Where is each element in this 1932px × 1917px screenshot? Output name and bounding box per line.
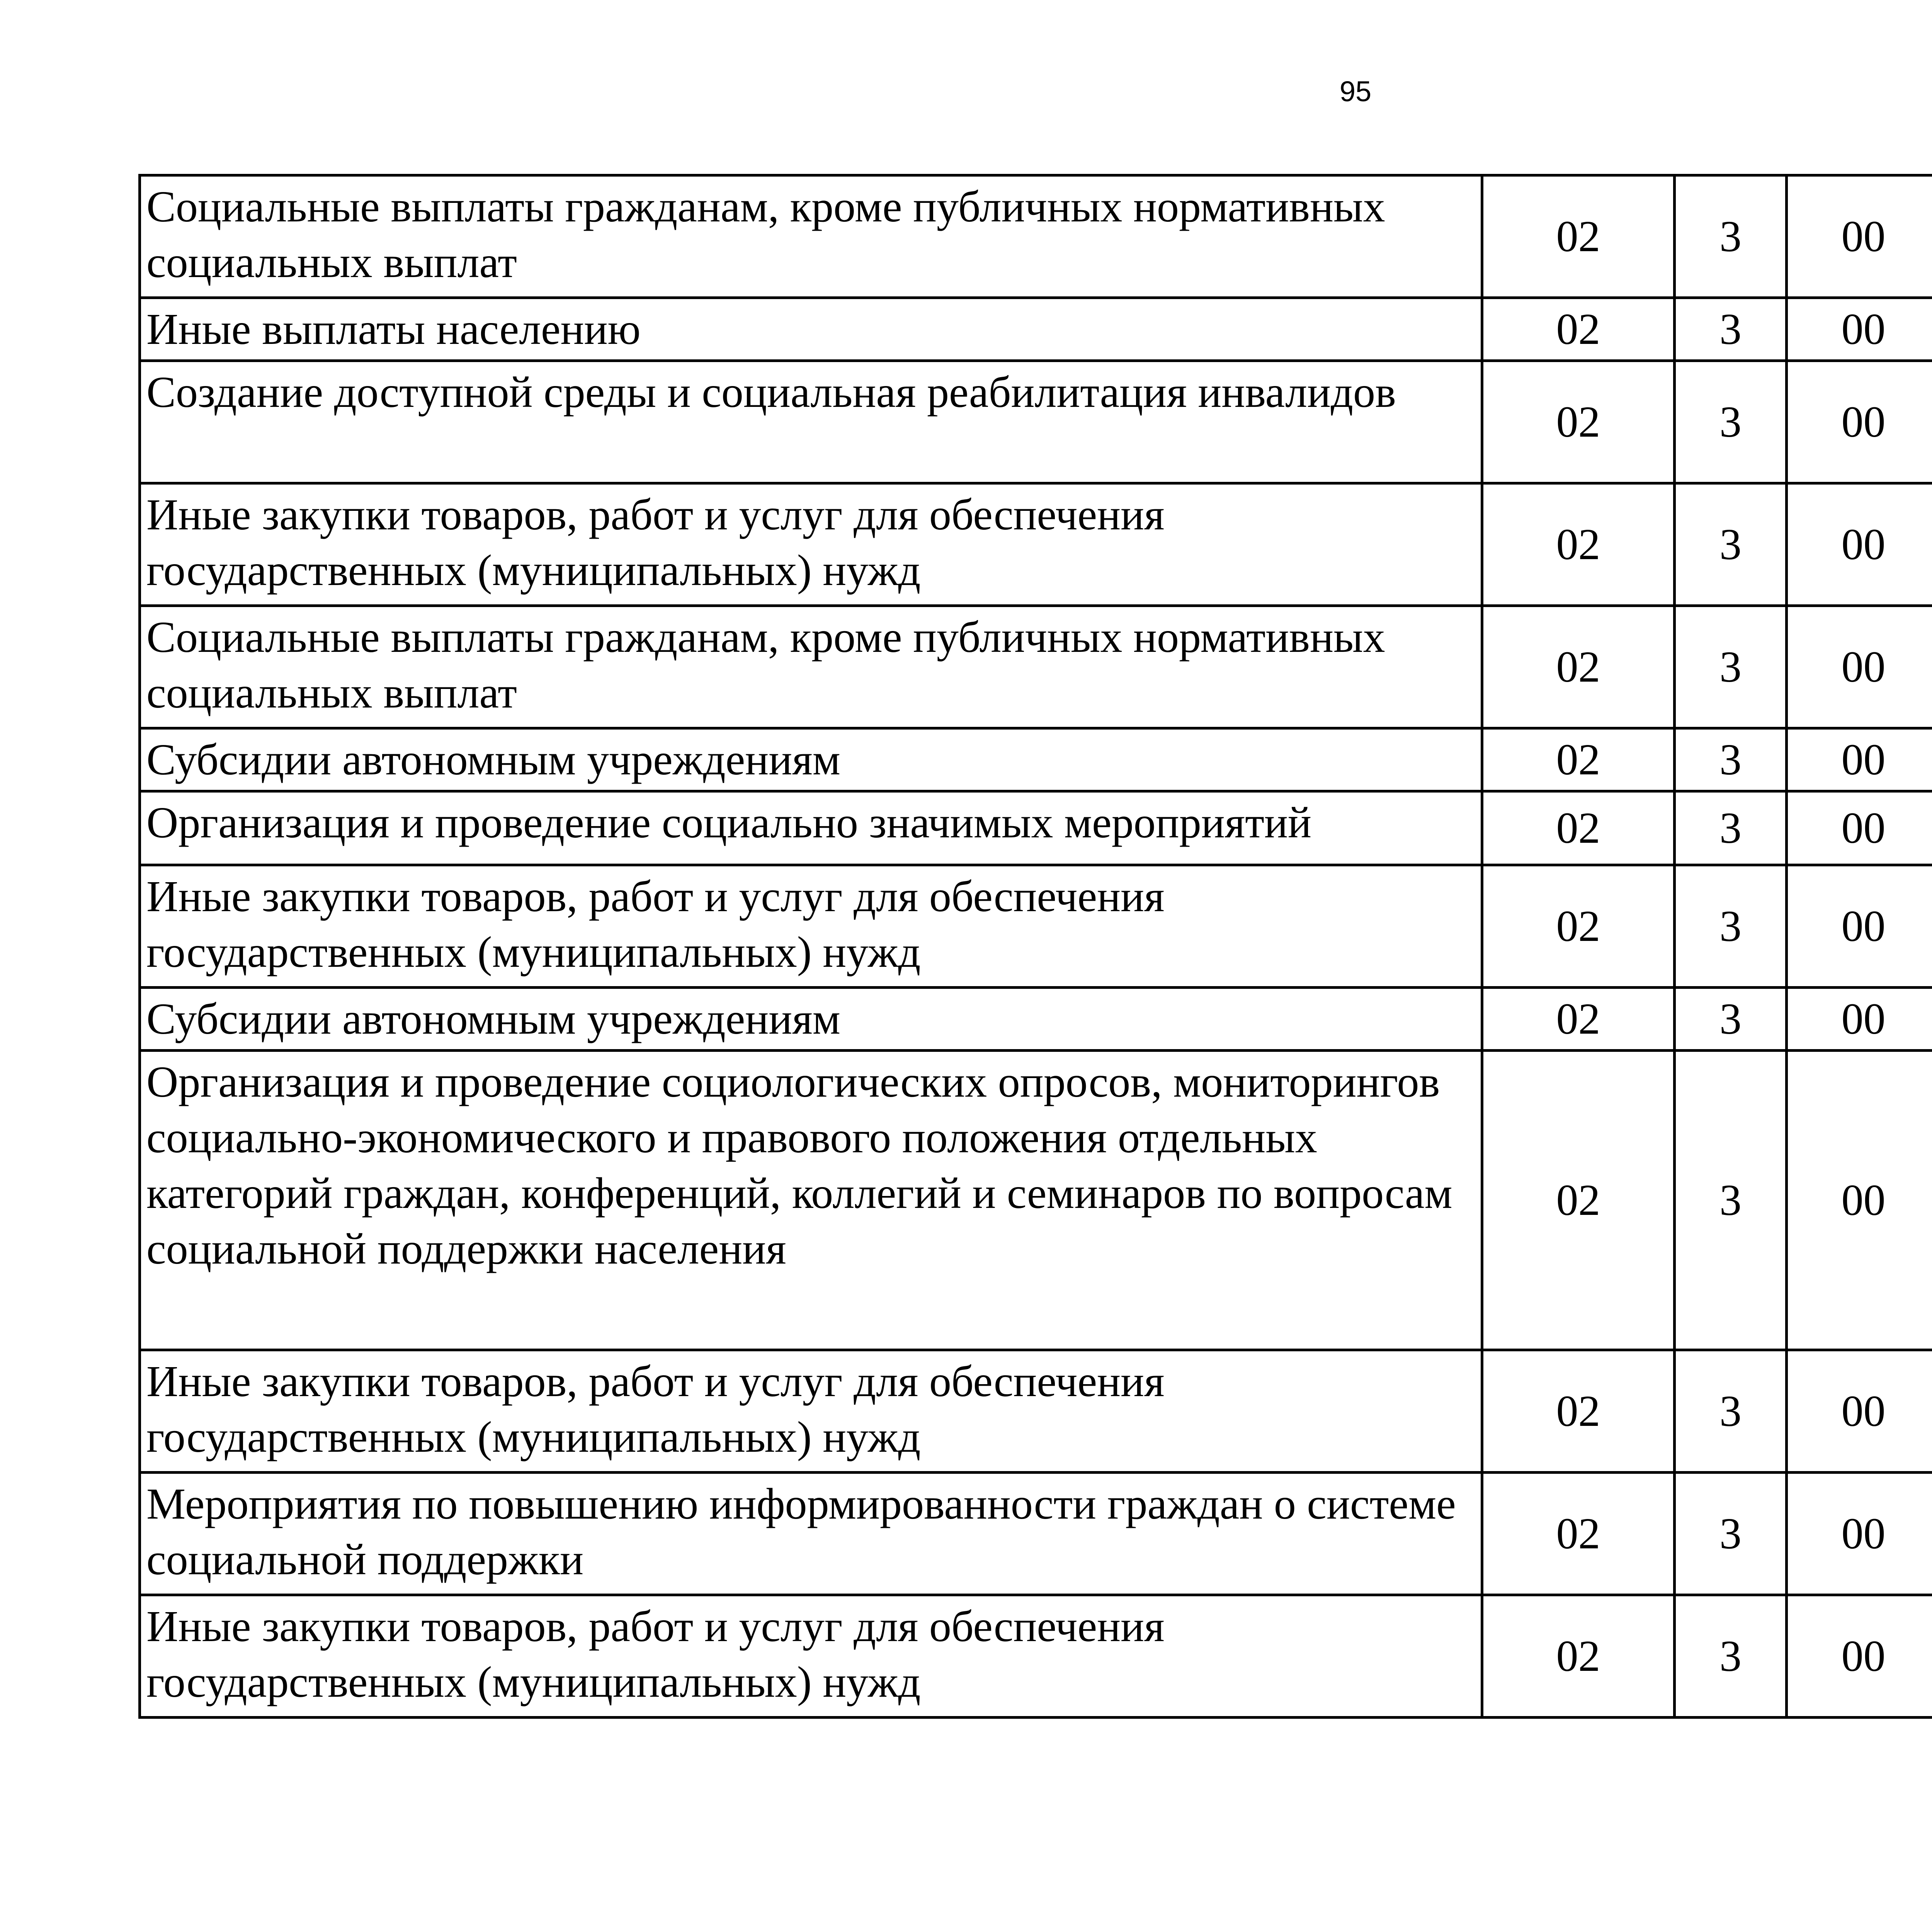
code-cell: 02 — [1482, 1051, 1675, 1350]
code-cell: 02 — [1482, 791, 1675, 865]
code-cell: 02 — [1482, 988, 1675, 1051]
table-row — [140, 175, 1932, 298]
code-cell: 00 — [1787, 988, 1932, 1051]
code-cell: 00 — [1787, 728, 1932, 791]
code-cell: 00 — [1787, 1051, 1932, 1350]
code-cell: 02 — [1482, 865, 1675, 988]
code-cell: 00 — [1787, 298, 1932, 361]
code-cell: 00 — [1787, 865, 1932, 988]
code-cell: 3 — [1675, 791, 1787, 865]
code-cell: 00 — [1787, 606, 1932, 728]
row-name: Мероприятия по повышению информированности граждан о системе социальной поддержки — [140, 1473, 1482, 1595]
code-cell: 3 — [1675, 175, 1787, 298]
code-cell: 02 — [1482, 361, 1675, 483]
row-name: Иные закупки товаров, работ и услуг для обеспечения государственных (муниципальных) нужд — [140, 865, 1482, 988]
code-cell: 00 — [1787, 361, 1932, 483]
page-number: 95 — [1339, 75, 1372, 107]
code-cell: 02 — [1482, 1473, 1675, 1595]
row-name: Иные закупки товаров, работ и услуг для обеспечения государственных (муниципальных) нужд — [140, 1595, 1482, 1718]
code-cell: 3 — [1675, 1473, 1787, 1595]
table-row — [140, 728, 1932, 791]
code-cell: 3 — [1675, 988, 1787, 1051]
row-name: Субсидии автономным учреждениям — [140, 988, 1482, 1051]
code-cell: 00 — [1787, 1595, 1932, 1718]
code-cell: 3 — [1675, 298, 1787, 361]
code-cell: 02 — [1482, 728, 1675, 791]
row-name: Субсидии автономным учреждениям — [140, 728, 1482, 791]
table-row — [140, 1051, 1932, 1350]
table-row — [140, 298, 1932, 361]
row-name: Организация и проведение социально значимых мероприятий — [140, 791, 1482, 865]
row-name: Организация и проведение социологических опросов, мониторингов социально-экономического и правового положения отдельных категорий граждан, конференций, коллегий и семинаров по вопросам социальной поддержки населения — [140, 1051, 1482, 1350]
code-cell: 00 — [1787, 175, 1932, 298]
table-row — [140, 1595, 1932, 1718]
code-cell: 00 — [1787, 1350, 1932, 1473]
code-cell: 00 — [1787, 483, 1932, 606]
code-cell: 02 — [1482, 606, 1675, 728]
row-name: Иные закупки товаров, работ и услуг для обеспечения государственных (муниципальных) нужд — [140, 1350, 1482, 1473]
table-row — [140, 1473, 1932, 1595]
code-cell: 3 — [1675, 1595, 1787, 1718]
code-cell: 3 — [1675, 728, 1787, 791]
code-cell: 02 — [1482, 1350, 1675, 1473]
code-cell: 3 — [1675, 483, 1787, 606]
code-cell: 3 — [1675, 865, 1787, 988]
table-row — [140, 483, 1932, 606]
table-row — [140, 1350, 1932, 1473]
row-name: Социальные выплаты гражданам, кроме публичных нормативных социальных выплат — [140, 606, 1482, 728]
code-cell: 3 — [1675, 606, 1787, 728]
code-cell: 02 — [1482, 298, 1675, 361]
table-row — [140, 865, 1932, 988]
budget-table — [138, 174, 1932, 1719]
row-name: Иные закупки товаров, работ и услуг для обеспечения государственных (муниципальных) нужд — [140, 483, 1482, 606]
code-cell: 02 — [1482, 1595, 1675, 1718]
table-row — [140, 361, 1932, 483]
table-row — [140, 606, 1932, 728]
code-cell: 3 — [1675, 1051, 1787, 1350]
code-cell: 00 — [1787, 1473, 1932, 1595]
row-name: Иные выплаты населению — [140, 298, 1482, 361]
code-cell: 02 — [1482, 175, 1675, 298]
code-cell: 3 — [1675, 361, 1787, 483]
code-cell: 00 — [1787, 791, 1932, 865]
table-row — [140, 791, 1932, 865]
code-cell: 3 — [1675, 1350, 1787, 1473]
row-name: Социальные выплаты гражданам, кроме публичных нормативных социальных выплат — [140, 175, 1482, 298]
row-name: Создание доступной среды и социальная реабилитация инвалидов — [140, 361, 1482, 483]
table-row — [140, 988, 1932, 1051]
code-cell: 02 — [1482, 483, 1675, 606]
